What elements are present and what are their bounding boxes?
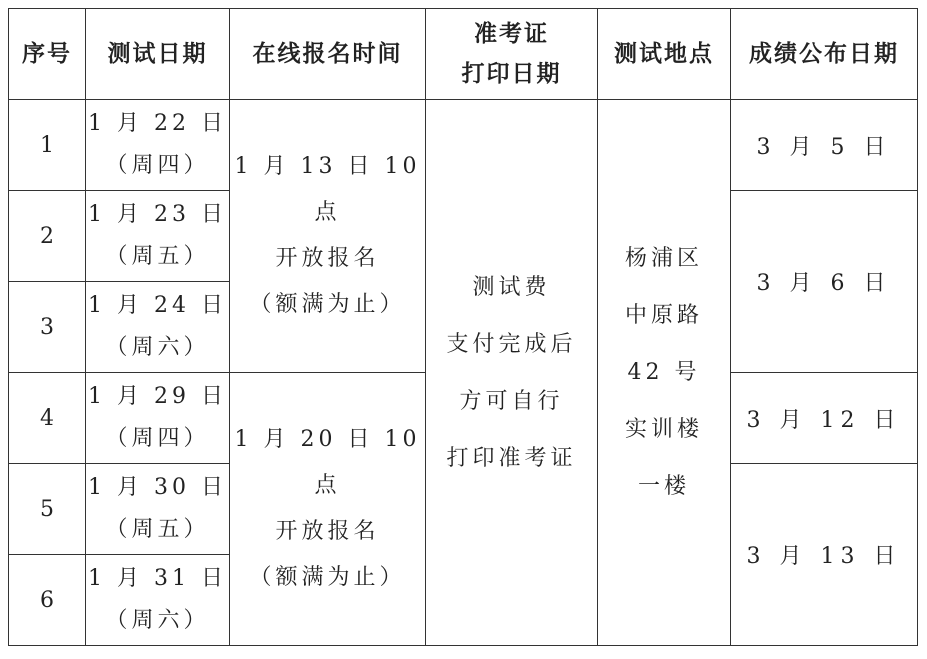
results-date-cell: 3 月 13 日 bbox=[731, 464, 918, 646]
test-weekday: （周六） bbox=[105, 608, 210, 633]
row-index: 3 bbox=[9, 282, 86, 373]
test-date: 1 月 31 日 bbox=[88, 566, 227, 591]
signup-note: （额满为止） bbox=[249, 292, 406, 317]
header-admission-line2: 打印日期 bbox=[461, 61, 562, 87]
test-date: 1 月 30 日 bbox=[88, 475, 227, 500]
signup-time: 1 月 13 日 10 点 bbox=[234, 154, 421, 225]
results-date-cell: 3 月 12 日 bbox=[731, 373, 918, 464]
row-index: 1 bbox=[9, 100, 86, 191]
signup-note: （额满为止） bbox=[249, 565, 406, 590]
header-index: 序号 bbox=[9, 9, 86, 100]
location-line3: 42 号 bbox=[627, 360, 701, 385]
test-weekday: （周四） bbox=[105, 153, 210, 178]
row-index: 2 bbox=[9, 191, 86, 282]
test-date-cell bbox=[86, 282, 230, 373]
admission-line2: 支付完成后 bbox=[446, 331, 577, 357]
test-date-cell bbox=[86, 555, 230, 646]
admission-print-cell bbox=[426, 100, 598, 646]
signup-open: 开放报名 bbox=[275, 246, 380, 271]
row-index: 5 bbox=[9, 464, 86, 555]
test-date-cell bbox=[86, 191, 230, 282]
header-test-date: 测试日期 bbox=[86, 9, 230, 100]
header-row bbox=[9, 9, 918, 100]
header-admission-line1: 准考证 bbox=[474, 21, 549, 47]
test-weekday: （周六） bbox=[105, 335, 210, 360]
test-date: 1 月 24 日 bbox=[88, 293, 227, 318]
test-weekday: （周四） bbox=[105, 426, 210, 451]
test-date: 1 月 22 日 bbox=[88, 111, 227, 136]
location-line4: 实训楼 bbox=[624, 417, 703, 442]
results-date-cell: 3 月 5 日 bbox=[731, 100, 918, 191]
signup-cell-2 bbox=[230, 373, 426, 646]
location-line1: 杨浦区 bbox=[624, 246, 703, 271]
location-line5: 一楼 bbox=[637, 474, 690, 499]
test-date: 1 月 29 日 bbox=[88, 384, 227, 409]
row-index: 6 bbox=[9, 555, 86, 646]
header-admission-print-date bbox=[426, 9, 598, 100]
test-weekday: （周五） bbox=[105, 244, 210, 269]
admission-line4: 打印准考证 bbox=[446, 445, 577, 471]
row-index: 4 bbox=[9, 373, 86, 464]
test-date-cell bbox=[86, 373, 230, 464]
header-signup-time: 在线报名时间 bbox=[230, 9, 426, 100]
signup-open: 开放报名 bbox=[275, 519, 380, 544]
table-row bbox=[9, 100, 918, 191]
test-weekday: （周五） bbox=[105, 517, 210, 542]
results-date-cell: 3 月 6 日 bbox=[731, 191, 918, 373]
schedule-table bbox=[8, 8, 918, 646]
header-results-date: 成绩公布日期 bbox=[731, 9, 918, 100]
test-date-cell bbox=[86, 100, 230, 191]
signup-time: 1 月 20 日 10 点 bbox=[234, 427, 421, 498]
location-line2: 中原路 bbox=[624, 303, 703, 328]
test-date: 1 月 23 日 bbox=[88, 202, 227, 227]
admission-line1: 测试费 bbox=[472, 274, 551, 300]
header-location: 测试地点 bbox=[598, 9, 731, 100]
admission-line3: 方可自行 bbox=[459, 388, 564, 414]
signup-cell-1 bbox=[230, 100, 426, 373]
location-cell bbox=[598, 100, 731, 646]
test-date-cell bbox=[86, 464, 230, 555]
